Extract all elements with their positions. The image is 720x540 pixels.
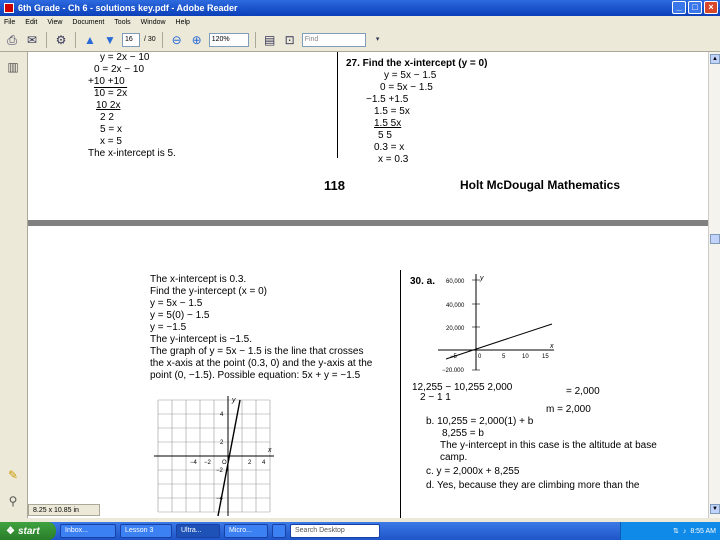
menu-view[interactable]: View <box>47 18 63 26</box>
maximize-button[interactable]: □ <box>688 1 702 14</box>
close-button[interactable]: × <box>704 1 718 14</box>
windows-logo-icon: ❖ <box>6 525 15 537</box>
x-axis-label: x <box>550 343 554 350</box>
menu-edit[interactable]: Edit <box>25 18 38 26</box>
toolbar-divider <box>162 32 163 48</box>
volume-icon[interactable]: ♪ <box>682 527 687 535</box>
find-dropdown-icon[interactable]: ▾ <box>375 35 380 43</box>
attachment-icon[interactable]: ⚲ <box>8 494 18 508</box>
navigation-pane <box>0 52 28 518</box>
eq-line: −1.5 +1.5 <box>366 94 409 105</box>
publisher-footer: Holt McDougal Mathematics <box>460 178 621 192</box>
text-line: The y-intercept is −1.5. <box>150 334 252 345</box>
column-divider <box>400 270 401 518</box>
line-graph-30a <box>436 272 556 372</box>
part-d: d. Yes, because they are climbing more than the <box>426 480 640 491</box>
vertical-scrollbar[interactable] <box>708 52 720 518</box>
taskbar <box>0 522 720 540</box>
x-tick-label: −5 <box>450 354 457 360</box>
clock: 8:55 AM <box>690 527 716 535</box>
text-line: The y-intercept in this case is the altitude at base <box>440 440 657 451</box>
part-c: c. y = 2,000x + 8,255 <box>426 466 520 477</box>
text-line: The graph of y = 5x − 1.5 is the line that crosses <box>150 346 364 357</box>
text-line: the x-axis at the point (0.3, 0) and the y-axis at the <box>150 358 373 369</box>
desktop-search-input[interactable]: Search Desktop <box>290 524 380 538</box>
eq-line: 2 2 <box>100 112 114 123</box>
eq-line: 0 = 5x − 1.5 <box>380 82 433 93</box>
system-tray <box>620 522 720 540</box>
eq-line: x = 5 <box>100 136 122 147</box>
x-tick-label: 10 <box>522 354 529 360</box>
x-tick-label: 0 <box>478 354 482 360</box>
eq-line: 5 5 <box>378 130 392 141</box>
network-icon[interactable]: ⇅ <box>672 528 679 535</box>
find-input[interactable]: Find <box>302 33 366 47</box>
print-icon[interactable]: ⎙ <box>7 32 17 47</box>
menu-help[interactable]: Help <box>175 18 190 26</box>
fit-page-icon[interactable]: ▤ <box>264 32 276 47</box>
y-tick-label: −2 <box>216 468 223 474</box>
minimize-button[interactable]: _ <box>672 1 686 14</box>
task-inbox[interactable]: Inbox... <box>60 524 116 538</box>
fit-width-icon[interactable]: ⊡ <box>284 32 295 47</box>
line-graph-small <box>150 392 278 516</box>
email-icon[interactable]: ✉ <box>26 32 38 47</box>
eq-line: 5 = x <box>100 124 122 135</box>
page-down-icon[interactable]: ▼ <box>104 32 116 47</box>
start-label: start <box>17 525 40 537</box>
eq-line: 2 − 1 1 <box>420 392 451 403</box>
menu-document[interactable]: Document <box>72 18 105 26</box>
menu-bar <box>0 16 720 28</box>
text-line: The x-intercept is 0.3. <box>150 274 247 285</box>
zoom-select[interactable]: 120% <box>209 33 249 47</box>
problem-30-heading: 30. a. <box>410 276 436 287</box>
x-tick-label: 4 <box>262 460 266 466</box>
column-divider <box>337 52 338 158</box>
eq-line: 1.5 5x <box>374 118 402 129</box>
page-number: 118 <box>324 178 345 193</box>
text-line: camp. <box>440 452 468 463</box>
y-tick-label: 20,000 <box>446 326 465 332</box>
eq-line: 0.3 = x <box>374 142 405 153</box>
x-tick-label: 15 <box>542 354 549 360</box>
eq-line: 10 2x <box>96 100 121 111</box>
page-up-icon[interactable]: ▲ <box>84 32 96 47</box>
eq-line: y = −1.5 <box>150 322 187 333</box>
x-tick-label: 2 <box>248 460 252 466</box>
toolbar-divider <box>255 32 256 48</box>
task-micro[interactable]: Micro... <box>224 524 268 538</box>
adobe-reader-icon <box>4 3 14 13</box>
zoom-out-icon[interactable]: ⊖ <box>171 32 182 47</box>
comment-icon[interactable]: ✎ <box>7 468 19 482</box>
menu-window[interactable]: Window <box>140 18 166 26</box>
eq-line: y = 2x − 10 <box>100 52 150 63</box>
x-tick-label: O <box>222 460 227 466</box>
toolbar-divider <box>75 32 76 48</box>
window-title: 6th Grade - Ch 6 - solutions key.pdf - Adobe Reader <box>18 3 238 13</box>
eq-line: +10 +10 <box>88 76 125 87</box>
eq-line: = 2,000 <box>566 386 600 397</box>
zoom-in-icon[interactable]: ⊕ <box>191 32 202 47</box>
menu-file[interactable]: File <box>4 18 16 26</box>
text-line: Find the y-intercept (x = 0) <box>150 286 267 297</box>
document-viewport[interactable] <box>28 52 708 518</box>
eq-line: 10 = 2x <box>94 88 128 99</box>
y-tick-label: −4 <box>216 496 223 502</box>
toolbar-divider <box>46 32 47 48</box>
pdf-page-118 <box>28 52 708 220</box>
text-line: point (0, −1.5). Possible equation: 5x + y = −1.5 <box>150 370 361 381</box>
eq-line: x = 0.3 <box>378 154 409 165</box>
answer-text: The x-intercept is 5. <box>88 148 176 159</box>
eq-line: y = 5x − 1.5 <box>150 298 203 309</box>
toolbar <box>0 28 720 52</box>
eq-line: y = 5x − 1.5 <box>384 70 437 81</box>
eq-line: 0 = 2x − 10 <box>94 64 145 75</box>
task-blank[interactable] <box>272 524 286 538</box>
y-tick-label: 60,000 <box>446 279 465 285</box>
y-tick-label: 4 <box>220 412 224 418</box>
eq-line: 1.5 = 5x <box>374 106 410 117</box>
y-tick-label: 2 <box>220 440 224 446</box>
settings-icon[interactable]: ⚙ <box>55 32 67 47</box>
y-tick-label: 40,000 <box>446 303 465 309</box>
eq-line: 12,255 − 10,255 2,000 <box>412 382 513 393</box>
scroll-down-icon[interactable]: ▼ <box>710 504 720 514</box>
scroll-thumb[interactable] <box>710 234 720 244</box>
y-tick-label: −20,000 <box>442 368 464 372</box>
x-tick-label: −4 <box>190 460 197 466</box>
problem-27-heading: 27. Find the x-intercept (y = 0) <box>346 58 488 69</box>
part-b: b. 10,255 = 2,000(1) + b <box>426 416 534 427</box>
pdf-page-119 <box>28 226 708 518</box>
y-axis-label: y <box>480 275 484 282</box>
page-total: / 30 <box>144 36 156 43</box>
page-size-status: 8.25 x 10.85 in <box>28 504 100 516</box>
y-axis-label: y <box>232 397 236 404</box>
eq-line: y = 5(0) − 1.5 <box>150 310 210 321</box>
scroll-up-icon[interactable]: ▲ <box>710 54 720 64</box>
page-number-input[interactable]: 16 <box>122 33 140 47</box>
x-tick-label: −2 <box>204 460 211 466</box>
title-bar <box>0 0 720 16</box>
x-axis-label: x <box>268 447 272 454</box>
task-ultra[interactable]: Ultra... <box>176 524 220 538</box>
start-button[interactable] <box>0 522 56 540</box>
pages-icon[interactable]: ▥ <box>7 60 19 74</box>
menu-tools[interactable]: Tools <box>114 18 131 26</box>
task-lesson[interactable]: Lesson 3 <box>120 524 172 538</box>
eq-line: 8,255 = b <box>442 428 484 439</box>
x-tick-label: 5 <box>502 354 506 360</box>
eq-line: m = 2,000 <box>546 404 591 415</box>
